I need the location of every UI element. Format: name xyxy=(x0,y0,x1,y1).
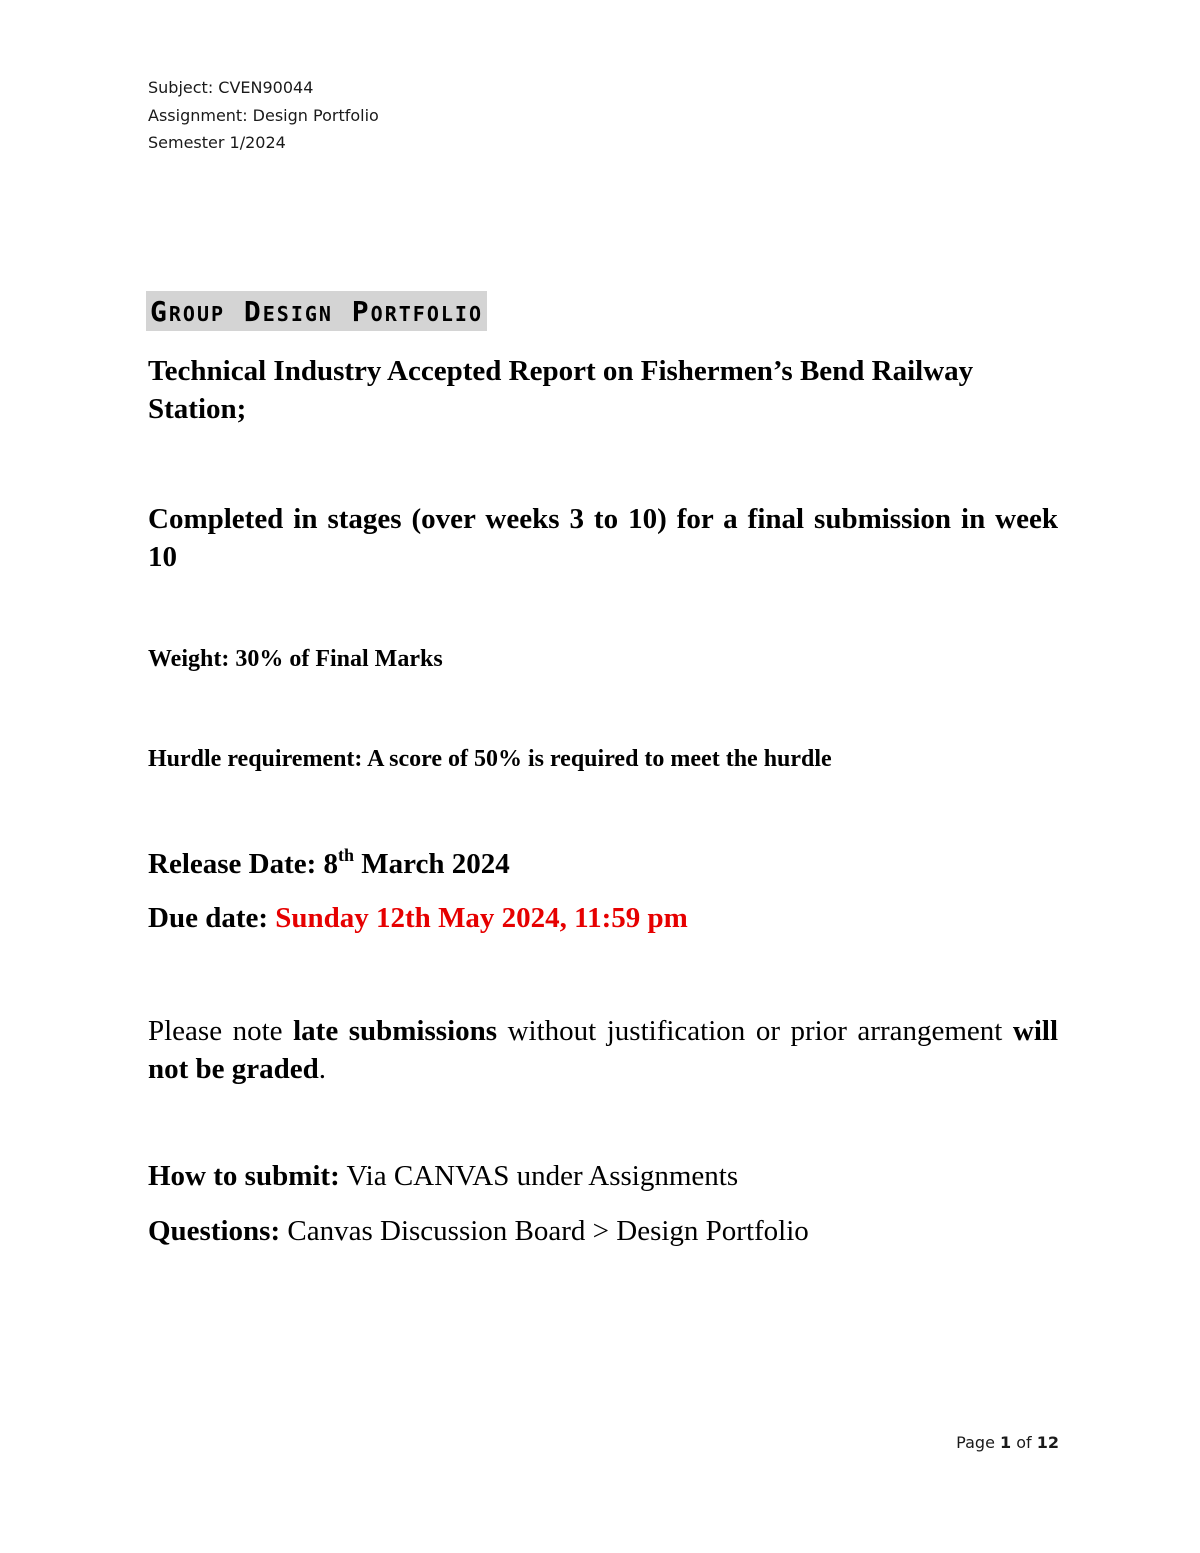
note-bold-graded: will not be graded xyxy=(148,1015,1059,1085)
document-subtitle: Technical Industry Accepted Report on Fishermen’s Bend Railway Station; xyxy=(148,355,974,425)
page-footer xyxy=(956,1433,1059,1452)
release-date-rest: March 2024 xyxy=(354,848,510,880)
header-assignment: Assignment: Design Portfolio xyxy=(148,105,379,125)
submit-label: How to submit: xyxy=(148,1160,340,1192)
title-highlight xyxy=(146,291,487,331)
footer-page-total: 12 xyxy=(1036,1433,1059,1452)
hurdle-statement: Hurdle requirement: A score of 50% is required to meet the hurdle xyxy=(148,746,832,772)
note-text-3: . xyxy=(318,1053,327,1085)
questions-value: Canvas Discussion Board > Design Portfolio xyxy=(280,1215,809,1247)
header-subject: Subject: CVEN90044 xyxy=(148,78,314,97)
document-title: Group Design Portfolio xyxy=(150,294,483,328)
due-date-label: Due date: xyxy=(148,902,276,934)
how-to-submit xyxy=(148,1158,1058,1194)
header-semester: Semester 1/2024 xyxy=(148,133,286,152)
questions-line xyxy=(148,1213,1058,1249)
questions-label: Questions: xyxy=(148,1215,281,1247)
footer-page-word: Page xyxy=(956,1433,1000,1452)
late-submission-note xyxy=(148,1012,1058,1088)
due-date-value: Sunday 12th May 2024, 11:59 pm xyxy=(275,902,688,934)
stages-statement: Completed in stages (over weeks 3 to 10) for a final submission in week 10 xyxy=(148,503,1058,573)
due-date xyxy=(148,900,1058,936)
footer-of-word: of xyxy=(1011,1433,1037,1452)
release-date-label: Release Date: 8 xyxy=(148,848,339,880)
release-date-ordinal: th xyxy=(338,845,355,865)
note-bold-late: late submissions xyxy=(293,1015,498,1047)
note-text-2: without justification or prior arrangement xyxy=(497,1015,1013,1047)
weight-statement: Weight: 30% of Final Marks xyxy=(148,646,443,672)
note-text-1: Please note xyxy=(148,1015,294,1047)
submit-value: Via CANVAS under Assignments xyxy=(339,1160,739,1192)
release-date xyxy=(148,846,1058,882)
page-header xyxy=(148,74,379,157)
footer-page-number: 1 xyxy=(1000,1433,1012,1452)
